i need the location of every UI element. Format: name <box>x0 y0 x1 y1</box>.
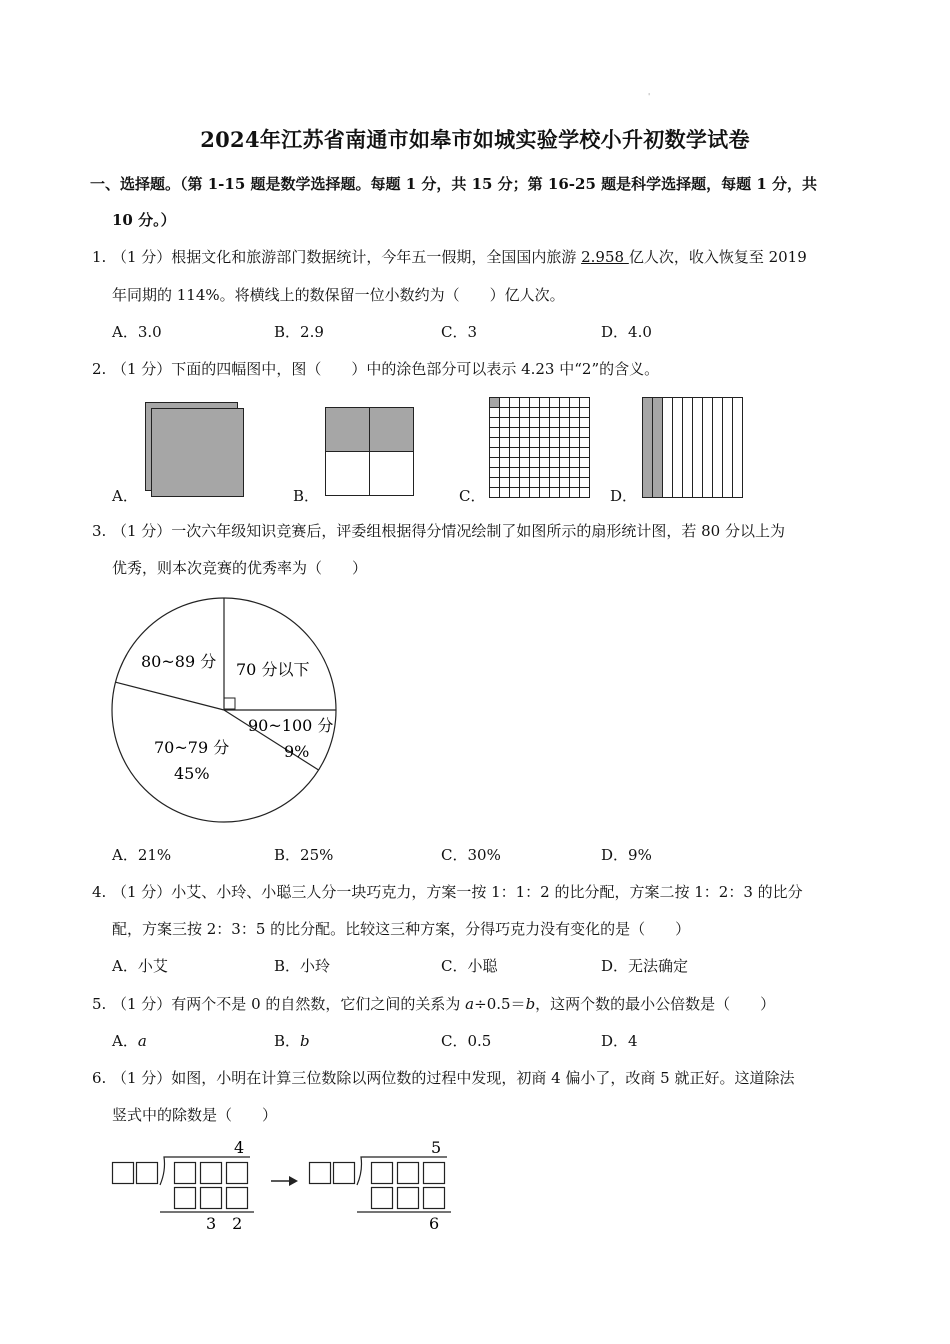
q2-figure-label-a[interactable]: A． <box>112 487 138 505</box>
q1-text-pre: （1 分）根据文化和旅游部门数据统计，今年五一假期，全国国内旅游 <box>112 248 582 266</box>
pie-chart <box>110 596 340 826</box>
question-2-number: 2. <box>92 360 107 378</box>
pie-label-below70: 70 分以下 <box>236 660 310 679</box>
question-6-text: （1 分）如图，小明在计算三位数除以两位数的过程中发现，初商 4 偏小了，改商 5 就正好。这道除法 <box>112 1069 795 1087</box>
question-4-text: （1 分）小艾、小玲、小聪三人分一块巧克力，方案一按 1：1：2 的比分配，方案二按 1：2：3 的比分 <box>112 883 803 901</box>
pie-label-70-79-pct: 45% <box>174 764 210 783</box>
q5-text-post: ，这两个数的最小公倍数是（ ） <box>535 995 776 1013</box>
q4-option-c[interactable]: C．小聪 <box>441 957 498 975</box>
q2-figure-b <box>325 407 415 497</box>
page-title: 2024年江苏省南通市如皋市如城实验学校小升初数学试卷 <box>200 127 750 152</box>
pie-slice-boundary-4 <box>116 682 224 710</box>
q1-option-a[interactable]: A．3.0 <box>112 323 162 341</box>
q5-text-pre: （1 分）有两个不是 0 的自然数，它们之间的关系为 <box>112 995 466 1013</box>
div-left-remainder: 3 2 <box>206 1214 243 1233</box>
division-right <box>307 1135 457 1235</box>
question-4-text-line2: 配，方案三按 2：3：5 的比分配。比较这三种方案，分得巧克力没有变化的是（ ） <box>112 920 691 938</box>
q5-option-a[interactable] <box>112 1031 147 1051</box>
pie-label-90-100-pct: 9% <box>284 742 310 761</box>
question-6-text-line2: 竖式中的除数是（ ） <box>112 1106 278 1124</box>
div-right-remainder: 6 <box>429 1214 440 1233</box>
right-angle-mark <box>224 698 235 709</box>
q5-var-b: b <box>525 995 536 1013</box>
question-6-number: 6. <box>92 1069 107 1087</box>
div-left-quotient: 4 <box>234 1138 245 1157</box>
q5-text-mid: ÷0.5＝ <box>474 995 526 1013</box>
q2-figure-label-c[interactable]: C． <box>459 487 486 505</box>
question-5-number: 5. <box>92 995 107 1013</box>
question-1-text <box>112 247 807 267</box>
q3-option-c[interactable]: C．30% <box>441 846 501 864</box>
q2-figure-a <box>145 402 245 498</box>
q2-figure-c <box>489 397 591 499</box>
pie-label-70-79: 70~79 分 <box>154 738 230 757</box>
q1-text-post: 亿人次，收入恢复至 2019 <box>628 248 807 266</box>
q3-option-d[interactable]: D．9% <box>601 846 652 864</box>
q2-figure-label-d[interactable]: D． <box>610 487 638 505</box>
question-3-number: 3. <box>92 522 107 540</box>
pie-label-90-100: 90~100 分 <box>248 716 334 735</box>
q5-option-c[interactable]: C．0.5 <box>441 1032 492 1050</box>
q5-option-b-var: b <box>300 1032 310 1050</box>
q1-option-c[interactable]: C．3 <box>441 323 478 341</box>
q4-option-a[interactable]: A．小艾 <box>112 957 168 975</box>
pie-label-80-89: 80~89 分 <box>141 652 217 671</box>
q5-option-b-label: B． <box>274 1032 301 1050</box>
q5-option-b[interactable] <box>274 1031 310 1051</box>
div-right-quotient: 5 <box>431 1138 442 1157</box>
q2-figure-d <box>642 397 744 499</box>
q4-option-d[interactable]: D．无法确定 <box>601 957 689 975</box>
q1-option-d[interactable]: D．4.0 <box>601 323 652 341</box>
q5-option-a-label: A． <box>112 1032 138 1050</box>
q3-option-a[interactable]: A．21% <box>112 846 172 864</box>
q5-option-d[interactable]: D．4 <box>601 1032 638 1050</box>
section-heading: 一、选择题。（第 1-15 题是数学选择题。每题 1 分，共 15 分；第 16-25 题是科学选择题，每题 1 分，共 <box>90 175 817 193</box>
question-2-text: （1 分）下面的四幅图中，图（ ）中的涂色部分可以表示 4.23 中“2”的含义。 <box>112 360 660 378</box>
question-3-text: （1 分）一次六年级知识竞赛后，评委组根据得分情况绘制了如图所示的扇形统计图，若 80 分以上为 <box>112 522 785 540</box>
question-1-text-line2: 年同期的 114%。将横线上的数保留一位小数约为（ ）亿人次。 <box>112 286 565 304</box>
q5-var-a: a <box>465 995 475 1013</box>
arrow-icon <box>271 1174 301 1188</box>
question-1-number: 1. <box>92 248 107 266</box>
q5-option-a-var: a <box>137 1032 147 1050</box>
section-heading-cont: 10 分。） <box>112 211 176 229</box>
q1-option-b[interactable]: B．2.9 <box>274 323 324 341</box>
division-left <box>110 1135 260 1235</box>
page-dot: ' <box>648 92 651 101</box>
question-5-text <box>112 994 775 1014</box>
q1-underlined-number: 2.958 <box>581 248 629 266</box>
question-3-text-line2: 优秀，则本次竞赛的优秀率为（ ） <box>112 559 368 577</box>
q2-figure-label-b[interactable]: B． <box>293 487 320 505</box>
q4-option-b[interactable]: B．小玲 <box>274 957 331 975</box>
question-4-number: 4. <box>92 883 107 901</box>
q3-option-b[interactable]: B．25% <box>274 846 334 864</box>
